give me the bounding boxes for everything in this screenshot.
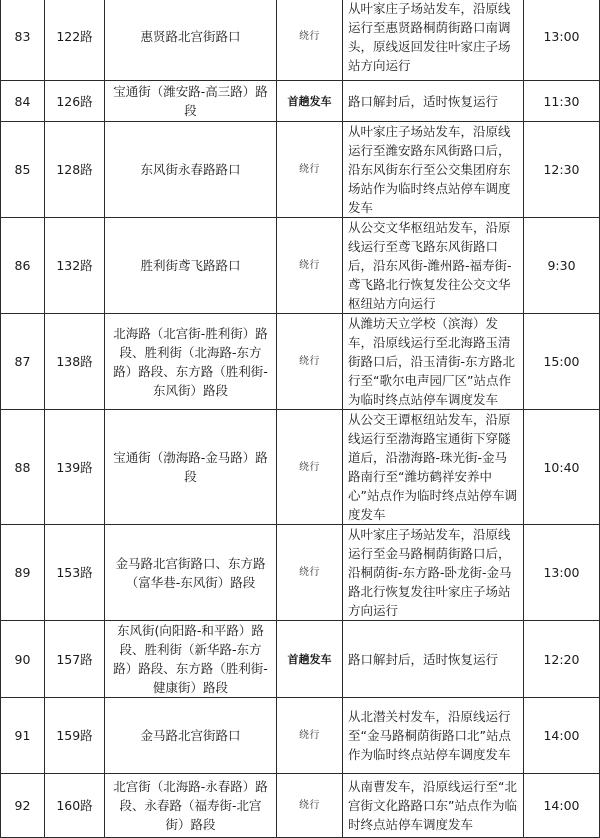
status-cell: 绕行 <box>277 410 343 525</box>
row-number: 89 <box>1 525 45 621</box>
route-number: 132路 <box>45 218 105 314</box>
table-row <box>1 698 600 774</box>
status-cell: 绕行 <box>277 525 343 621</box>
detour-description: 从北潜关村发车，沿原线运行至“金马路桐荫街路口北”站点作为临时终点站停车调度发车 <box>343 698 524 774</box>
detour-description: 从公交文华枢纽站发车，沿原线运行至鸢飞路东风街路口后，沿东风街-潍州路-福寿街-鸢飞路北行恢复发往公交文华枢纽站方向运行 <box>343 218 524 314</box>
row-number: 84 <box>1 81 45 122</box>
detour-description: 从叶家庄子场站发车，沿原线运行至惠贤路桐荫街路口南调头，原线返回发往叶家庄子场站方向运行 <box>343 0 524 81</box>
table-row <box>1 525 600 621</box>
time-cell: 11:30 <box>524 81 600 122</box>
time-cell: 12:30 <box>524 122 600 218</box>
affected-section: 胜利街鸢飞路路口 <box>105 218 277 314</box>
row-number: 87 <box>1 314 45 410</box>
detour-description: 从潍坊天立学校（滨海）发车，沿原线运行至北海路玉清街路口后，沿玉清街-东方路北行至“歌尔电声园厂区”站点作为临时终点站停车调度发车 <box>343 314 524 410</box>
status-cell: 首趟发车 <box>277 621 343 698</box>
table-row <box>1 0 600 81</box>
route-number: 153路 <box>45 525 105 621</box>
time-cell: 10:40 <box>524 410 600 525</box>
row-number: 90 <box>1 621 45 698</box>
row-number: 88 <box>1 410 45 525</box>
route-number: 160路 <box>45 774 105 838</box>
row-number: 92 <box>1 774 45 838</box>
affected-section: 宝通街（潍安路-高三路）路段 <box>105 81 277 122</box>
row-number: 86 <box>1 218 45 314</box>
route-number: 122路 <box>45 0 105 81</box>
table-row <box>1 621 600 698</box>
affected-section: 北宫街（北海路-永春路）路段、永春路（福寿街-北宫街）路段 <box>105 774 277 838</box>
table-row <box>1 122 600 218</box>
status-cell: 首趟发车 <box>277 81 343 122</box>
status-cell: 绕行 <box>277 122 343 218</box>
table-row <box>1 81 600 122</box>
affected-section: 金马路北宫街路口 <box>105 698 277 774</box>
route-number: 139路 <box>45 410 105 525</box>
status-cell: 绕行 <box>277 314 343 410</box>
row-number: 83 <box>1 0 45 81</box>
route-number: 159路 <box>45 698 105 774</box>
affected-section: 北海路（北宫街-胜利街）路段、胜利街（北海路-东方路）路段、东方路（胜利街-东风街）路段 <box>105 314 277 410</box>
time-cell: 13:00 <box>524 525 600 621</box>
detour-description: 从叶家庄子场站发车，沿原线运行至金马路桐荫街路口后，沿桐荫街-东方路-卧龙街-金马路北行恢复发往叶家庄子场站方向运行 <box>343 525 524 621</box>
status-cell: 绕行 <box>277 218 343 314</box>
time-cell: 12:20 <box>524 621 600 698</box>
affected-section: 金马路北宫街路口、东方路（富华巷-东风街）路段 <box>105 525 277 621</box>
detour-description: 路口解封后，适时恢复运行 <box>343 621 524 698</box>
route-number: 157路 <box>45 621 105 698</box>
affected-section: 惠贤路北宫街路口 <box>105 0 277 81</box>
time-cell: 14:00 <box>524 774 600 838</box>
detour-description: 从南曹发车，沿原线运行至“北宫街文化路路口东”站点作为临时终点站停车调度发车 <box>343 774 524 838</box>
route-number: 138路 <box>45 314 105 410</box>
time-cell: 9:30 <box>524 218 600 314</box>
status-cell: 绕行 <box>277 774 343 838</box>
table-row <box>1 410 600 525</box>
time-cell: 15:00 <box>524 314 600 410</box>
affected-section: 东风街(向阳路-和平路）路段、胜利街（新华路-东方路）路段、东方路（胜利街-健康街）路段 <box>105 621 277 698</box>
status-cell: 绕行 <box>277 0 343 81</box>
table-row <box>1 314 600 410</box>
table-row <box>1 774 600 838</box>
detour-description: 从叶家庄子场站发车，沿原线运行至潍安路东风街路口后，沿东风街东行至公交集团府东场站作为临时终点站停车调度发车 <box>343 122 524 218</box>
detour-description: 从公交王谭枢纽站发车，沿原线运行至渤海路宝通街下穿隧道后，沿渤海路-珠光街-金马路南行至“潍坊鹤祥安养中心”站点作为临时终点站停车调度发车 <box>343 410 524 525</box>
affected-section: 东风街永春路路口 <box>105 122 277 218</box>
route-number: 128路 <box>45 122 105 218</box>
route-number: 126路 <box>45 81 105 122</box>
time-cell: 13:00 <box>524 0 600 81</box>
status-cell: 绕行 <box>277 698 343 774</box>
detour-description: 路口解封后，适时恢复运行 <box>343 81 524 122</box>
time-cell: 14:00 <box>524 698 600 774</box>
row-number: 85 <box>1 122 45 218</box>
table-row <box>1 218 600 314</box>
row-number: 91 <box>1 698 45 774</box>
affected-section: 宝通街（渤海路-金马路）路段 <box>105 410 277 525</box>
